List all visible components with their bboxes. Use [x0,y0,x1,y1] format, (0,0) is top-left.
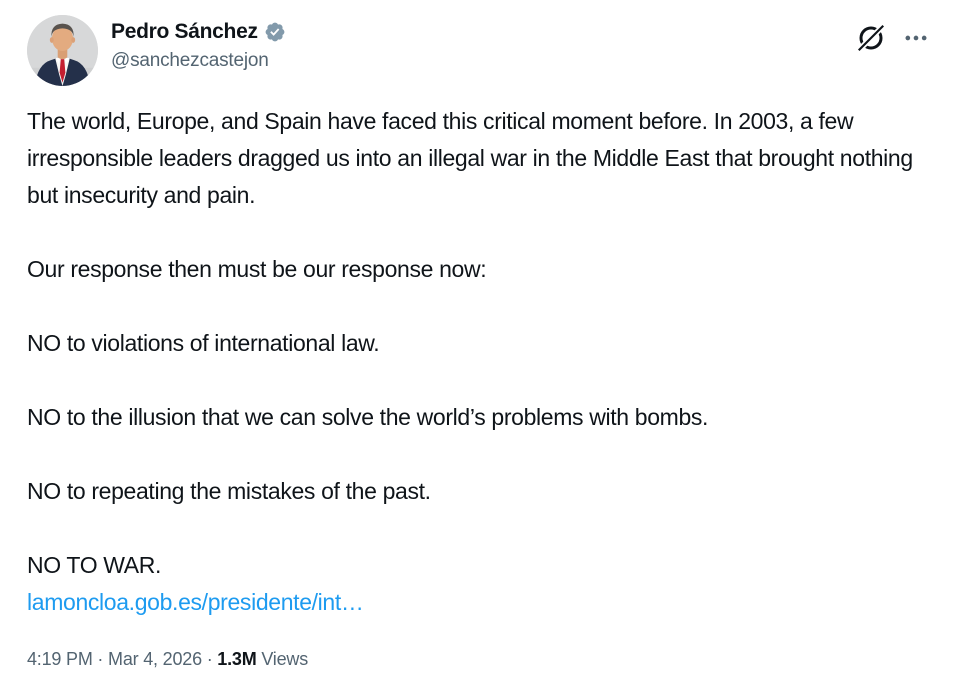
views-count: 1.3M [217,649,257,669]
user-handle[interactable]: @sanchezcastejon [111,50,269,71]
timestamp: 4:19 PM · Mar 4, 2026 [27,649,202,669]
tweet-paragraph: NO to the illusion that we can solve the world’s problems with bombs. [27,404,709,430]
avatar[interactable] [27,15,98,86]
grok-icon[interactable] [856,23,886,53]
user-info [111,15,856,72]
meta-separator: · [201,649,218,669]
tweet-header [27,15,930,86]
avatar-portrait [27,15,98,86]
tweet-paragraph: NO to violations of international law. [27,330,380,356]
views-label: Views [256,649,309,669]
more-options-icon[interactable] [902,24,930,52]
tweet-text [27,103,932,621]
name-row [111,20,856,44]
tweet-paragraph: NO to repeating the mistakes of the past. [27,478,431,504]
display-name[interactable]: Pedro Sánchez [111,20,258,43]
tweet-paragraph [27,547,932,621]
header-actions [856,15,930,53]
verified-badge-icon [264,21,286,43]
tweet-meta [27,647,930,671]
tweet-paragraph-text: NO TO WAR. [27,552,162,578]
tweet-paragraph: The world, Europe, and Spain have faced this critical moment before. In 2003, a few irresponsible leaders dragged us into an illegal war in the Middle East that brought nothing but insecurity and pain. [27,108,913,208]
tweet-link[interactable]: lamoncloa.gob.es/presidente/int… [27,589,364,615]
tweet-paragraph: Our response then must be our response now: [27,256,487,282]
